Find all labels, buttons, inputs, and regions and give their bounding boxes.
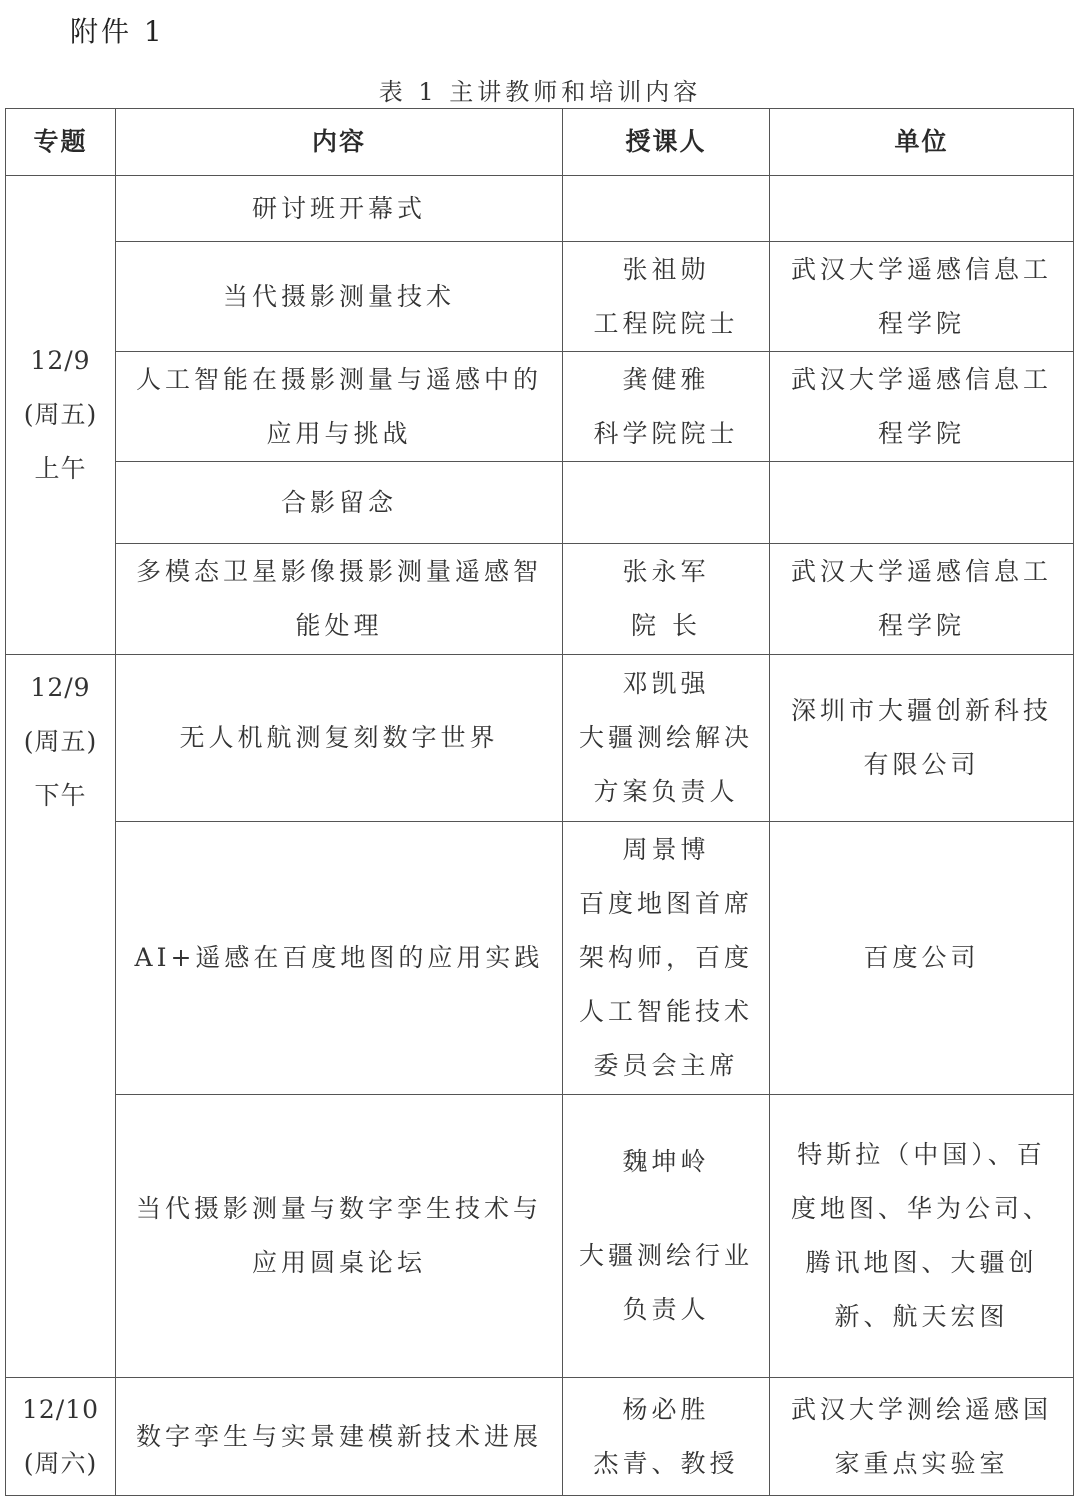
attachment-label: 附件 1 (70, 15, 165, 48)
topic-period: 上午 (34, 454, 87, 483)
unit-cell: 特斯拉（中国）、百度地图、华为公司、腾讯地图、大疆创新、航天宏图 (770, 1095, 1074, 1378)
speaker-cell (563, 462, 770, 544)
speaker-cell (563, 655, 770, 822)
speaker-cell (563, 544, 770, 655)
unit-cell: 百度公司 (770, 822, 1074, 1095)
unit-cell: 武汉大学测绘遥感国家重点实验室 (770, 1378, 1074, 1496)
topic-period: 下午 (34, 781, 87, 810)
speaker-name: 周景博 (622, 835, 710, 864)
content-cell: 多模态卫星影像摄影测量遥感智能处理 (116, 544, 563, 655)
unit-cell (770, 462, 1074, 544)
speaker-cell (563, 1378, 770, 1496)
speaker-title: 院 长 (631, 611, 701, 640)
speaker-title: 大疆测绘行业负责人 (578, 1241, 753, 1324)
topic-weekday: (周五) (23, 727, 98, 756)
speaker-title: 百度地图首席架构师，百度人工智能技术委员会主席 (578, 889, 753, 1080)
speaker-cell (563, 1095, 770, 1378)
content-cell: 当代摄影测量技术 (116, 242, 563, 352)
content-cell: 当代摄影测量与数字孪生技术与应用圆桌论坛 (116, 1095, 563, 1378)
content-cell: 研讨班开幕式 (116, 176, 563, 242)
table-row (6, 176, 1074, 242)
speaker-name: 邓凯强 (622, 669, 710, 698)
table-row (6, 1095, 1074, 1378)
topic-cell (6, 655, 116, 1378)
header-row (6, 109, 1074, 176)
content-cell: 数字孪生与实景建模新技术进展 (116, 1378, 563, 1496)
topic-date: 12/10 (21, 1394, 100, 1424)
table-row (6, 462, 1074, 544)
speaker-title: 大疆测绘解决方案负责人 (578, 723, 753, 806)
content-cell: 人工智能在摄影测量与遥感中的应用与挑战 (116, 352, 563, 462)
speaker-title: 工程院院士 (593, 308, 739, 338)
speaker-cell (563, 352, 770, 462)
speaker-title: 杰青、教授 (593, 1448, 739, 1478)
table-caption: 表 1 主讲教师和培训内容 (378, 78, 702, 106)
table-row (6, 1378, 1074, 1496)
header-topic: 专题 (6, 109, 116, 176)
topic-cell (6, 176, 116, 655)
speaker-cell (563, 822, 770, 1095)
topic-weekday: (周五) (23, 400, 98, 429)
topic-cell (6, 1378, 116, 1496)
table-row (6, 352, 1074, 462)
topic-weekday: (周六) (23, 1448, 98, 1478)
speaker-cell (563, 242, 770, 352)
unit-cell: 武汉大学遥感信息工程学院 (770, 242, 1074, 352)
unit-cell: 深圳市大疆创新科技有限公司 (770, 655, 1074, 822)
topic-date: 12/9 (30, 673, 91, 702)
content-cell: AI+遥感在百度地图的应用实践 (116, 822, 563, 1095)
schedule-table (5, 108, 1074, 1496)
table-row (6, 242, 1074, 352)
topic-date: 12/9 (30, 346, 91, 375)
unit-cell (770, 176, 1074, 242)
table-row (6, 822, 1074, 1095)
header-speaker: 授课人 (563, 109, 770, 176)
speaker-name: 龚健雅 (622, 364, 710, 394)
speaker-name: 张永军 (622, 557, 710, 586)
speaker-name: 杨必胜 (622, 1394, 710, 1424)
header-unit: 单位 (770, 109, 1074, 176)
content-cell: 合影留念 (116, 462, 563, 544)
unit-cell: 武汉大学遥感信息工程学院 (770, 544, 1074, 655)
header-content: 内容 (116, 109, 563, 176)
speaker-cell (563, 176, 770, 242)
speaker-name: 魏坤岭 (622, 1147, 710, 1176)
speaker-title: 科学院院士 (593, 418, 739, 448)
content-cell: 无人机航测复刻数字世界 (116, 655, 563, 822)
unit-cell: 武汉大学遥感信息工程学院 (770, 352, 1074, 462)
table-row (6, 544, 1074, 655)
table-row (6, 655, 1074, 822)
speaker-name: 张祖勋 (622, 254, 710, 284)
